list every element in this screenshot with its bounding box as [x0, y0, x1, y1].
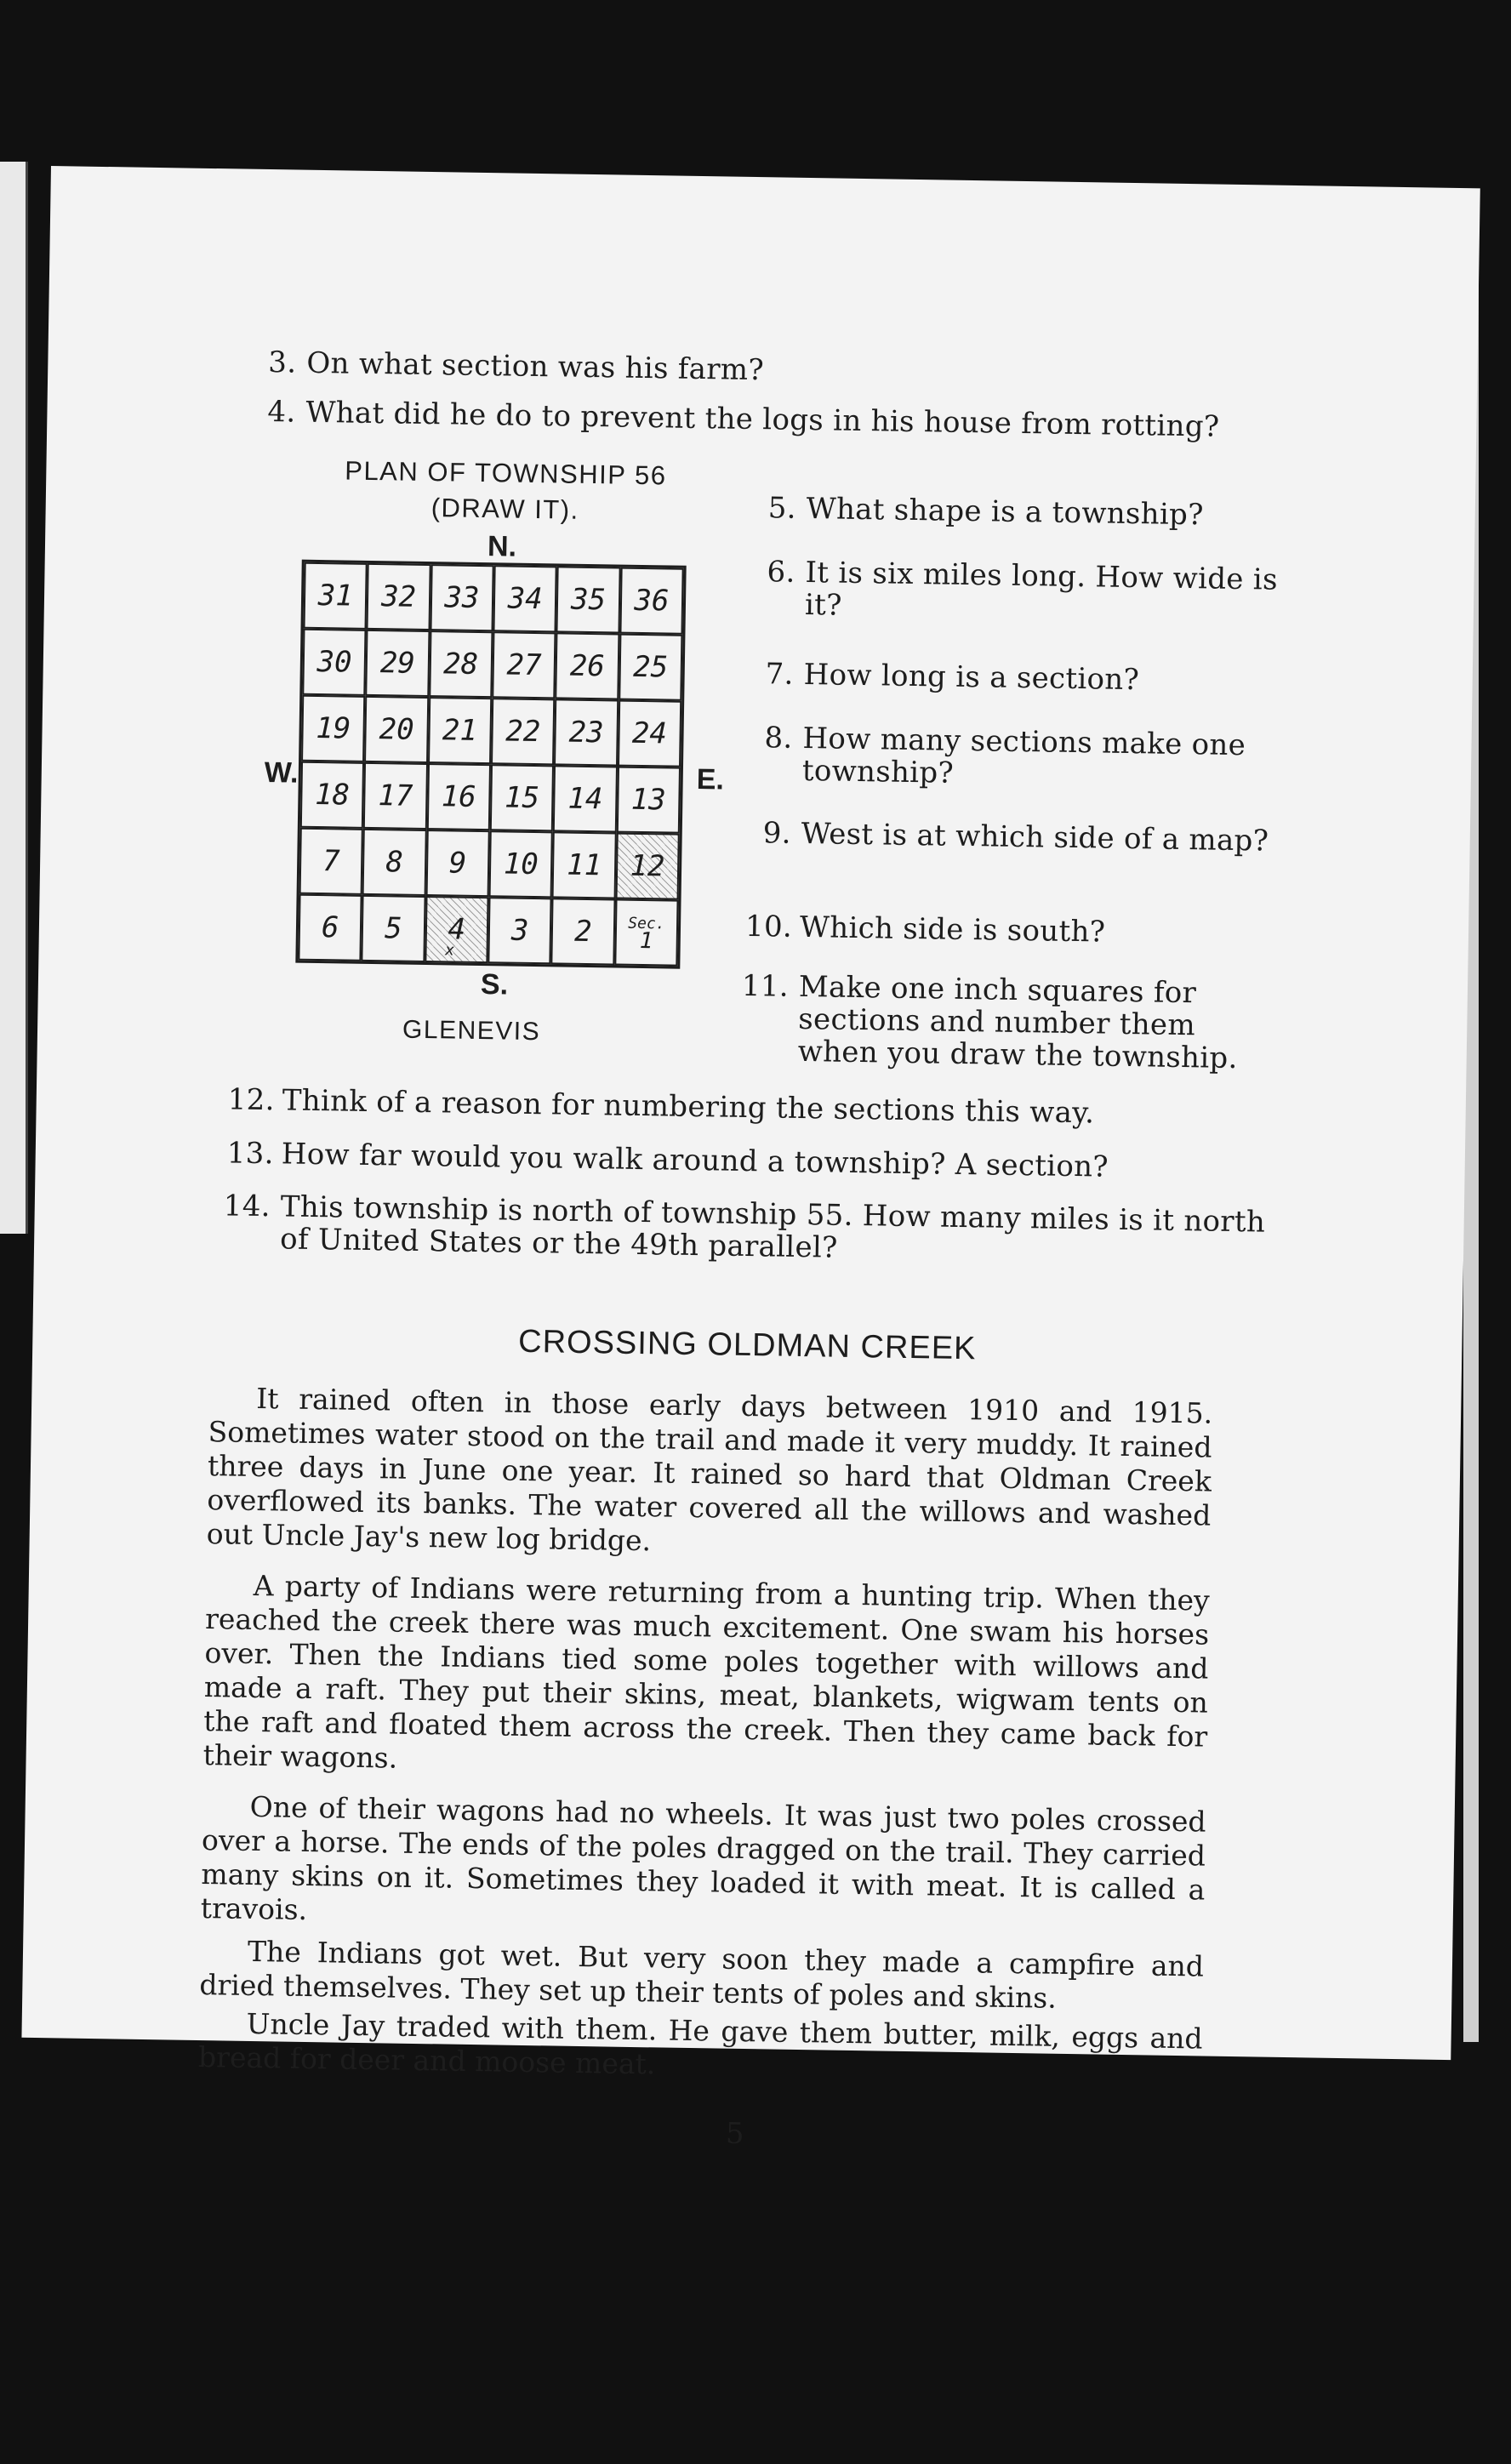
section-cell	[425, 896, 489, 963]
question-number: 8.	[764, 721, 793, 756]
section-number: 23	[568, 715, 604, 750]
section-number: 32	[380, 579, 417, 614]
section-cell	[298, 894, 362, 961]
west-label: W.	[264, 756, 299, 790]
section-cell	[362, 829, 427, 896]
question-number: 9.	[762, 816, 792, 851]
section-cell	[618, 700, 682, 767]
section-cell	[493, 565, 557, 632]
section-number: 19	[316, 710, 351, 746]
section-cell	[426, 763, 491, 830]
section-number: 10	[503, 847, 539, 882]
question-text: It is six miles long. How wide is it?	[804, 555, 1279, 623]
section-number: 12	[630, 848, 665, 884]
section-number: 6	[321, 910, 339, 945]
section-cell	[615, 833, 680, 900]
section-cell	[619, 568, 684, 635]
section-number: 22	[505, 714, 541, 750]
question-text: West is at which side of a map?	[801, 816, 1269, 858]
section-number: 24	[631, 716, 668, 751]
story-paragraph: Uncle Jay traded with them. He gave them butter, milk, eggs and bread for deer and moose meat.	[197, 2006, 1203, 2081]
story-title: CROSSING OLDMAN CREEK	[517, 1323, 977, 1367]
section-cell	[552, 831, 617, 898]
section-number: 36	[634, 583, 670, 619]
section-number: 33	[444, 580, 480, 615]
section-number: 7	[322, 844, 340, 879]
question-number: 11.	[741, 968, 790, 1004]
section-cell	[490, 764, 555, 831]
township-caption: GLENEVIS	[402, 1015, 541, 1047]
section-cell	[301, 695, 366, 762]
question-8	[748, 722, 1280, 795]
section-number: 26	[569, 648, 606, 684]
section-cell	[554, 699, 619, 766]
section-number: 34	[507, 581, 544, 617]
question-number: 13.	[226, 1136, 275, 1172]
section-number: 4	[448, 912, 466, 947]
section-number: 35	[570, 582, 607, 618]
section-number: 3	[510, 913, 529, 948]
question-text: Think of a reason for numbering the sections this way.	[282, 1083, 1095, 1131]
section-cell	[364, 696, 429, 763]
facing-page-edge	[0, 162, 28, 1234]
section-cell	[553, 765, 618, 832]
question-3	[252, 346, 764, 386]
question-number: 3.	[268, 345, 297, 380]
north-label: N.	[487, 530, 517, 563]
page-number: 5	[725, 2116, 744, 2152]
section-cell	[429, 630, 493, 698]
question-text: How many sections make one township?	[801, 721, 1246, 790]
section-cell	[556, 566, 621, 633]
story-paragraph: The Indians got wet. But very soon they made a campfire and dried themselves. They set up their tents of poles and skins.	[199, 1934, 1205, 2015]
section-number: 17	[378, 779, 413, 813]
section-label: Sec.	[628, 914, 665, 933]
section-cell	[366, 630, 430, 697]
question-text: How far would you walk around a township? A section?	[281, 1137, 1109, 1184]
section-cell	[556, 632, 620, 699]
section-cell	[492, 631, 556, 699]
farm-x-mark: x	[445, 941, 455, 960]
section-cell	[367, 563, 431, 630]
section-number: 15	[504, 780, 540, 816]
section-cell	[614, 899, 679, 967]
section-number: 28	[442, 647, 479, 682]
question-number: 12.	[227, 1082, 276, 1118]
section-number: 18	[314, 777, 351, 813]
question-7	[749, 658, 1226, 698]
section-number: 13	[630, 782, 666, 818]
plan-title	[309, 455, 701, 528]
east-label: E.	[696, 763, 725, 796]
question-text: What did he do to prevent the logs in his house from rotting?	[305, 395, 1220, 444]
south-label: S.	[480, 968, 509, 1001]
question-5	[751, 492, 1229, 532]
section-cell	[619, 634, 683, 701]
question-11	[743, 970, 1275, 1075]
section-cell	[363, 762, 428, 830]
section-cell	[551, 898, 616, 965]
question-text: On what section was his farm?	[306, 345, 765, 388]
question-12	[227, 1083, 1248, 1132]
section-number: 2	[573, 914, 592, 950]
plan-title-line-1: PLAN OF TOWNSHIP 56	[345, 455, 667, 491]
section-number: 30	[316, 644, 352, 680]
section-number: 16	[441, 779, 477, 814]
section-cell	[489, 830, 554, 898]
question-text: Make one inch squares for sections and number them when you draw the township.	[797, 969, 1238, 1076]
question-number: 5.	[767, 491, 797, 526]
question-6	[750, 556, 1282, 629]
section-cell	[428, 697, 493, 764]
section-number: 14	[567, 781, 603, 817]
section-cell	[300, 761, 365, 829]
question-10	[745, 910, 1223, 950]
plan-title-line-2: (DRAW IT).	[430, 493, 579, 525]
section-number: 20	[379, 712, 414, 747]
section-cell	[616, 767, 681, 834]
section-cell	[430, 564, 494, 631]
question-number: 4.	[267, 395, 296, 430]
question-number: 14.	[223, 1189, 271, 1224]
section-cell	[362, 895, 426, 962]
section-number: 31	[317, 578, 354, 613]
section-cell	[425, 830, 490, 897]
township-grid	[295, 560, 686, 969]
story-paragraph: One of their wagons had no wheels. It was just two poles crossed over a horse. The ends of the poles dragged on the trail. They carried many skins on it. Sometimes they loaded it with meat. It is called a travois.	[200, 1789, 1206, 1926]
story-paragraph: It rained often in those early days between 1910 and 1915. Sometimes water stood on the trail and made it very muddy. It rained three days in June one year. It rained so hard that Oldman Creek overflowed its banks. The water covered all the willows and washed out Uncle Jay's new log bridge.	[206, 1381, 1213, 1558]
section-cell	[303, 562, 368, 630]
section-cell	[299, 828, 364, 895]
section-number: 1	[639, 927, 653, 955]
section-number: 11	[566, 847, 602, 883]
question-text: What shape is a township?	[806, 491, 1204, 533]
question-9	[746, 817, 1278, 858]
question-4	[251, 396, 1219, 443]
question-number: 6.	[767, 555, 795, 590]
section-number: 9	[448, 846, 467, 881]
question-14	[225, 1189, 1293, 1271]
section-number: 5	[384, 911, 403, 946]
section-cell	[491, 698, 556, 765]
story-paragraph: A party of Indians were returning from a hunting trip. When they reached the creek there was much excitement. One swam his horses over. Then the Indians tied some poles together with willows and made a raft. They put their skins, meat, blankets, wigwam tents on the raft and floated them across the creek. Then they came back for their wagons.	[202, 1568, 1210, 1775]
section-number: 21	[442, 713, 478, 748]
question-13	[227, 1137, 1248, 1185]
section-cell	[302, 629, 367, 696]
section-cell	[488, 897, 552, 964]
section-number: 25	[632, 649, 669, 685]
question-text: This township is north of township 55. How many miles is it north of United States or the 49th parallel?	[279, 1189, 1266, 1265]
section-number: 27	[506, 647, 542, 683]
question-number: 10.	[744, 909, 793, 944]
question-number: 7.	[765, 657, 795, 692]
question-text: How long is a section?	[803, 657, 1140, 698]
section-number: 29	[379, 646, 416, 681]
book-page	[21, 166, 1480, 2152]
question-text: Which side is south?	[799, 910, 1106, 950]
section-number: 8	[385, 845, 404, 880]
